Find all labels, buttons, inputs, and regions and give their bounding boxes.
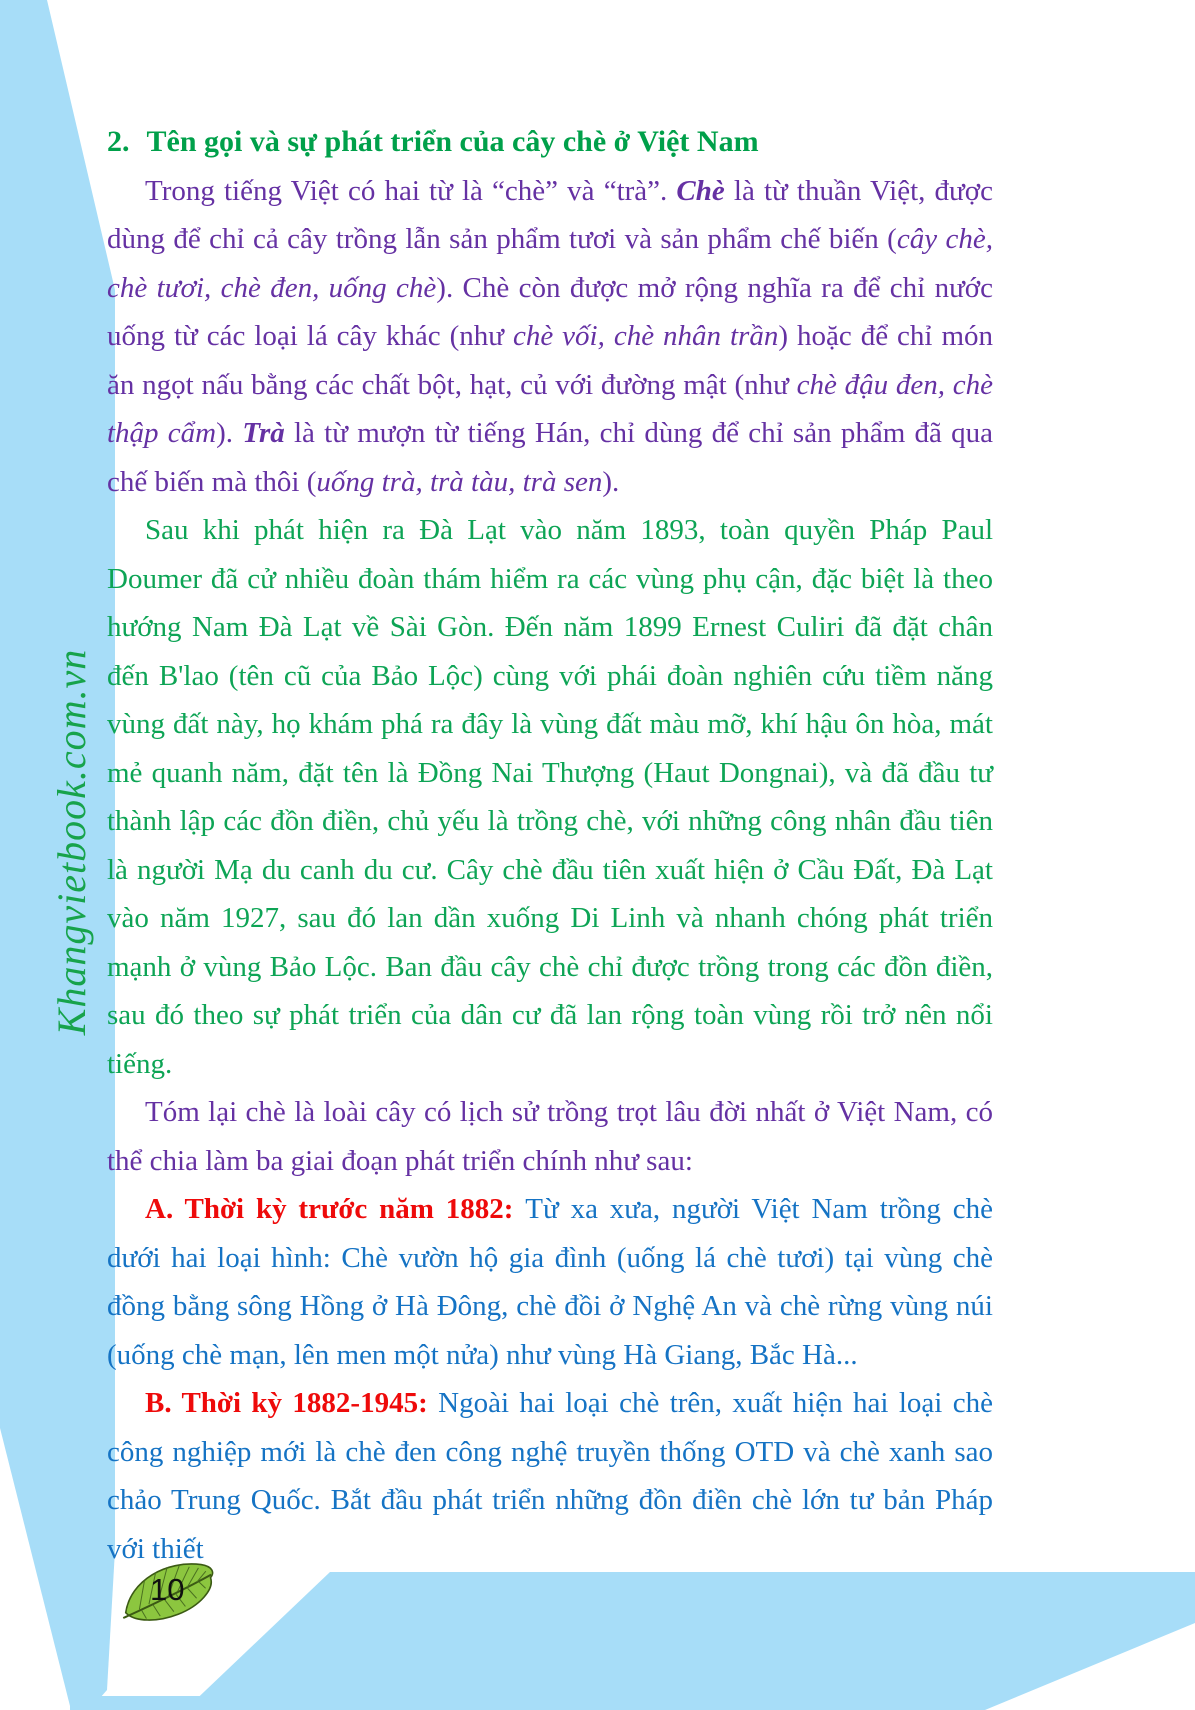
period-b-label: B. Thời kỳ 1882-1945: <box>145 1387 439 1419</box>
text-segment: là từ mượn từ tiếng Hán, chỉ dùng để chỉ sản phẩm đã qua chế biến mà thôi ( <box>107 417 994 498</box>
paragraph-summary: Tóm lại chè là loài cây có lịch sử trồng trọt lâu đời nhất ở Việt Nam, có thể chia làm ba giai đoạn phát triển chính như sau: <box>107 1096 993 1177</box>
text-segment: Trong tiếng Việt có hai từ là “chè” và “trà”. <box>145 174 677 207</box>
paragraph-history-dalat: Sau khi phát hiện ra Đà Lạt vào năm 1893, toàn quyền Pháp Paul Doumer đã cử nhiều đoàn thám hiểm ra các vùng phụ cận, đặc biệt là theo hướng Nam Đà Lạt về Sài Gòn. Đến năm 1899 Ernest Culiri đã đặt chân đến B'lao (tên cũ của Bảo Lộc) cùng với phái đoàn nghiên cứu tiềm năng vùng đất này, họ khám phá ra đây là vùng đất màu mỡ, khí hậu ôn hòa, mát mẻ quanh năm, đặt tên là Đồng Nai Thượng (Haut Dongnai), và đã đầu tư thành lập các đồn điền, chủ yếu là trồng chè, với những công nhân đầu tiên là người Mạ du canh du cư. Cây chè đầu tiên xuất hiện ở Cầu Đất, Đà Lạt vào năm 1927, sau đó lan dần xuống Di Linh và nhanh chóng phát triển mạnh ở vùng Bảo Lộc. Ban đầu cây chè chỉ được trồng trong các đồn điền, sau đó theo sự phát triển của dân cư đã lan rộng toàn vùng rồi trở nên nổi tiếng. <box>107 514 993 1080</box>
period-a-label: A. Thời kỳ trước năm 1882: <box>145 1193 526 1225</box>
text-segment: uống trà, trà tàu, trà sen <box>316 465 603 498</box>
text-segment: là từ thuần Việt, được dùng để chỉ cả cây trồng lẫn sản phẩm tươi và sản phẩm chế biến ( <box>107 174 993 255</box>
text-segment: ). Chè còn được mở rộng nghĩa ra để chỉ nước uống từ các loại lá cây khác (như <box>107 271 993 352</box>
bottom-decorative-strip <box>70 1696 900 1710</box>
paragraph-terminology <box>107 167 993 507</box>
paragraph-period-a <box>107 1185 993 1379</box>
text-segment: chè đậu đen, chè thập cẩm <box>107 368 993 449</box>
text-segment: cây chè, chè tươi, chè đen, uống chè <box>107 223 993 304</box>
text-segment: ). <box>602 465 620 498</box>
text-segment: Chè <box>676 174 725 207</box>
section-number: 2. <box>107 125 130 158</box>
text-segment: Trà <box>242 417 285 449</box>
paragraph-period-b <box>107 1379 993 1573</box>
text-segment: ). <box>216 417 243 449</box>
text-segment: chè vối, chè nhân trần <box>512 320 779 352</box>
text-segment: Ngoài hai loại chè trên, xuất hiện hai loại chè công nghiệp mới là chè đen công nghệ truyền thống OTD và chè xanh sao chảo Trung Quốc. Bắt đầu phát triển những đồn điền chè lớn tư bản Pháp với thiết <box>107 1387 993 1565</box>
section-title: Tên gọi và sự phát triển của cây chè ở Việt Nam <box>146 125 759 158</box>
text-segment: Từ xa xưa, người Việt Nam trồng chè dưới hai loại hình: Chè vườn hộ gia đình (uống lá chè tươi) tại vùng chè đồng bằng sông Hồng ở Hà Đông, chè đồi ở Nghệ An và chè rừng vùng núi (uống chè mạn, lên men một nửa) như vùng Hà Giang, Bắc Hà... <box>107 1193 993 1371</box>
section-heading <box>107 118 993 167</box>
text-segment: ) hoặc để chỉ món ăn ngọt nấu bằng các chất bột, hạt, củ với đường mật (như <box>107 320 994 401</box>
page-content <box>107 118 993 1573</box>
watermark-text: Khangvietbook.com.vn <box>49 648 94 1036</box>
page-number: 10 <box>150 1572 185 1607</box>
page-number-leaf <box>120 1556 220 1632</box>
